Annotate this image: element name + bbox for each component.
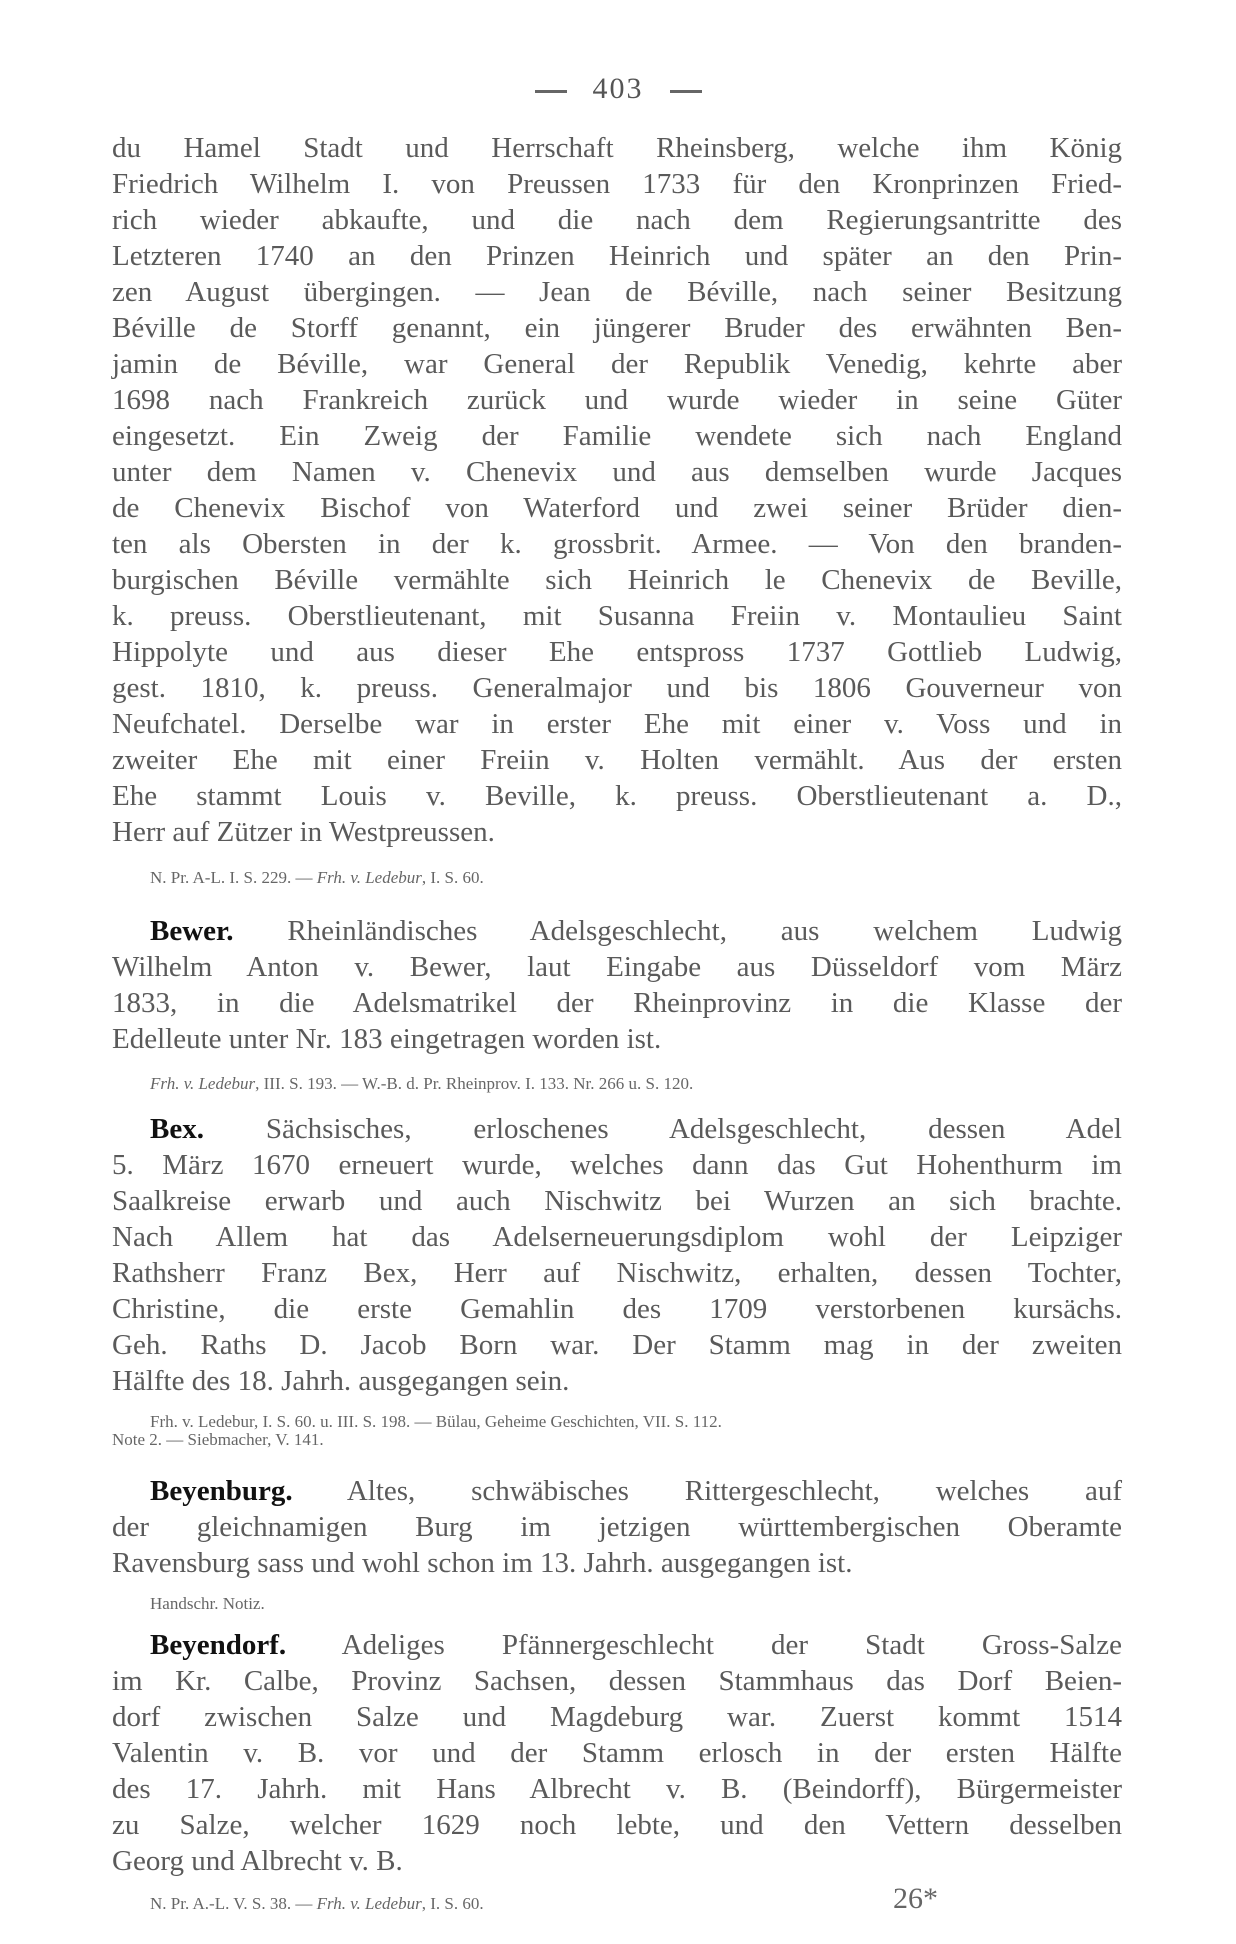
text-line: rich wieder abkaufte, und die nach dem Regierungsantritte des xyxy=(112,204,1122,236)
text-line: Neufchatel. Derselbe war in erster Ehe mit einer v. Voss und in xyxy=(112,708,1122,740)
citation-part: , I. S. 60. xyxy=(421,868,484,887)
text-line: Saalkreise erwarb und auch Nischwitz bei Wurzen an sich brachte. xyxy=(112,1185,1122,1217)
text-line: Edelleute unter Nr. 183 eingetragen worden ist. xyxy=(112,1023,662,1055)
signature-mark: 26* xyxy=(893,1882,938,1915)
text-line: zu Salze, welcher 1629 noch lebte, und den Vettern desselben xyxy=(112,1809,1122,1841)
text-line: zen August übergingen. — Jean de Béville, nach seiner Besitzung xyxy=(112,276,1122,308)
citation xyxy=(150,1894,484,1914)
page-header xyxy=(0,72,1236,106)
text-line: Hippolyte und aus dieser Ehe entspross 1737 Gottlieb Ludwig, xyxy=(112,636,1122,668)
text-line: burgischen Béville vermählte sich Heinrich le Chenevix de Beville, xyxy=(112,564,1122,596)
headword: Bex. xyxy=(150,1113,204,1145)
text-line: Geh. Raths D. Jacob Born war. Der Stamm mag in der zweiten xyxy=(112,1329,1122,1361)
text-line: 5. März 1670 erneuert wurde, welches dann das Gut Hohenthurm im xyxy=(112,1149,1122,1181)
text-line xyxy=(150,1628,1122,1662)
text-line: Georg und Albrecht v. B. xyxy=(112,1845,403,1877)
text-line: Hälfte des 18. Jahrh. ausgegangen sein. xyxy=(112,1365,570,1397)
headword: Beyendorf. xyxy=(150,1629,287,1661)
citation-author: Frh. v. Ledebur xyxy=(150,1074,256,1093)
citation: Frh. v. Ledebur, I. S. 60. u. III. S. 198. — Bülau, Geheime Geschichten, VII. S. 112. xyxy=(150,1412,722,1431)
text-line: zweiter Ehe mit einer Freiin v. Holten vermählt. Aus der ersten xyxy=(112,744,1122,776)
text-line: im Kr. Calbe, Provinz Sachsen, dessen Stammhaus das Dorf Beien- xyxy=(112,1665,1122,1697)
text-line: Valentin v. B. vor und der Stamm erlosch in der ersten Hälfte xyxy=(112,1737,1122,1769)
text-line: Letzteren 1740 an den Prinzen Heinrich und später an den Prin- xyxy=(112,240,1122,272)
text-line: 1698 nach Frankreich zurück und wurde wieder in seine Güter xyxy=(112,384,1122,416)
citation-part: , III. S. 193. — W.-B. d. Pr. Rheinprov. I. 133. Nr. 266 u. S. 120. xyxy=(255,1074,694,1093)
citation-part: N. Pr. A.-L. V. S. 38. — xyxy=(150,1894,317,1913)
text-line: der gleichnamigen Burg im jetzigen württembergischen Oberamte xyxy=(112,1511,1122,1543)
text-span: Rheinländisches Adelsgeschlecht, aus welchem Ludwig xyxy=(287,915,1123,947)
text-span: Sächsisches, erloschenes Adelsgeschlecht, dessen Adel xyxy=(265,1113,1122,1145)
citation xyxy=(150,1074,693,1094)
text-line: Nach Allem hat das Adelserneuerungsdiplom wohl der Leipziger xyxy=(112,1221,1122,1253)
citation-part: , I. S. 60. xyxy=(421,1894,484,1913)
page-number: 403 xyxy=(592,72,644,105)
text-line: Ehe stammt Louis v. Beville, k. preuss. Oberstlieutenant a. D., xyxy=(112,780,1122,812)
citation-part: N. Pr. A-L. I. S. 229. — xyxy=(150,868,317,887)
text-line: de Chenevix Bischof von Waterford und zwei seiner Brüder dien- xyxy=(112,492,1122,524)
text-line: Herr auf Zützer in Westpreussen. xyxy=(112,816,495,848)
headword: Beyenburg. xyxy=(150,1475,293,1507)
text-line: des 17. Jahrh. mit Hans Albrecht v. B. (Beindorff), Bürgermeister xyxy=(112,1773,1122,1805)
text-line: Wilhelm Anton v. Bewer, laut Eingabe aus Düsseldorf vom März xyxy=(112,951,1122,983)
text-line: ten als Obersten in der k. grossbrit. Armee. — Von den branden- xyxy=(112,528,1122,560)
text-line: gest. 1810, k. preuss. Generalmajor und bis 1806 Gouverneur von xyxy=(112,672,1122,704)
text-line: jamin de Béville, war General der Republik Venedig, kehrte aber xyxy=(112,348,1122,380)
headword: Bewer. xyxy=(150,915,234,947)
text-line: unter dem Namen v. Chenevix und aus demselben wurde Jacques xyxy=(112,456,1122,488)
text-line: Christine, die erste Gemahlin des 1709 verstorbenen kursächs. xyxy=(112,1293,1122,1325)
text-span: Adeliges Pfännergeschlecht der Stadt Gross-Salze xyxy=(341,1629,1122,1661)
text-line: 1833, in die Adelsmatrikel der Rheinprovinz in die Klasse der xyxy=(112,987,1122,1019)
text-line xyxy=(150,1474,1122,1508)
text-line xyxy=(150,914,1122,948)
text-line: Rathsherr Franz Bex, Herr auf Nischwitz, erhalten, dessen Tochter, xyxy=(112,1257,1122,1289)
citation-author: Frh. v. Ledebur xyxy=(316,1894,422,1913)
text-line: du Hamel Stadt und Herrschaft Rheinsberg, welche ihm König xyxy=(112,132,1122,164)
citation xyxy=(150,868,484,888)
text-line: Friedrich Wilhelm I. von Preussen 1733 für den Kronprinzen Fried- xyxy=(112,168,1122,200)
text-line: dorf zwischen Salze und Magdeburg war. Zuerst kommt 1514 xyxy=(112,1701,1122,1733)
text-line: Ravensburg sass und wohl schon im 13. Jahrh. ausgegangen ist. xyxy=(112,1547,853,1579)
citation-author: Frh. v. Ledebur xyxy=(316,868,422,887)
dash-left xyxy=(535,90,567,93)
text-line xyxy=(150,1112,1122,1146)
text-line: eingesetzt. Ein Zweig der Familie wendete sich nach England xyxy=(112,420,1122,452)
text-line: k. preuss. Oberstlieutenant, mit Susanna Freiin v. Montaulieu Saint xyxy=(112,600,1122,632)
citation: Note 2. — Siebmacher, V. 141. xyxy=(112,1430,324,1449)
text-line: Béville de Storff genannt, ein jüngerer Bruder des erwähnten Ben- xyxy=(112,312,1122,344)
text-span: Altes, schwäbisches Rittergeschlecht, welches auf xyxy=(346,1475,1122,1507)
citation: Handschr. Notiz. xyxy=(150,1594,265,1613)
dash-right xyxy=(670,90,702,93)
